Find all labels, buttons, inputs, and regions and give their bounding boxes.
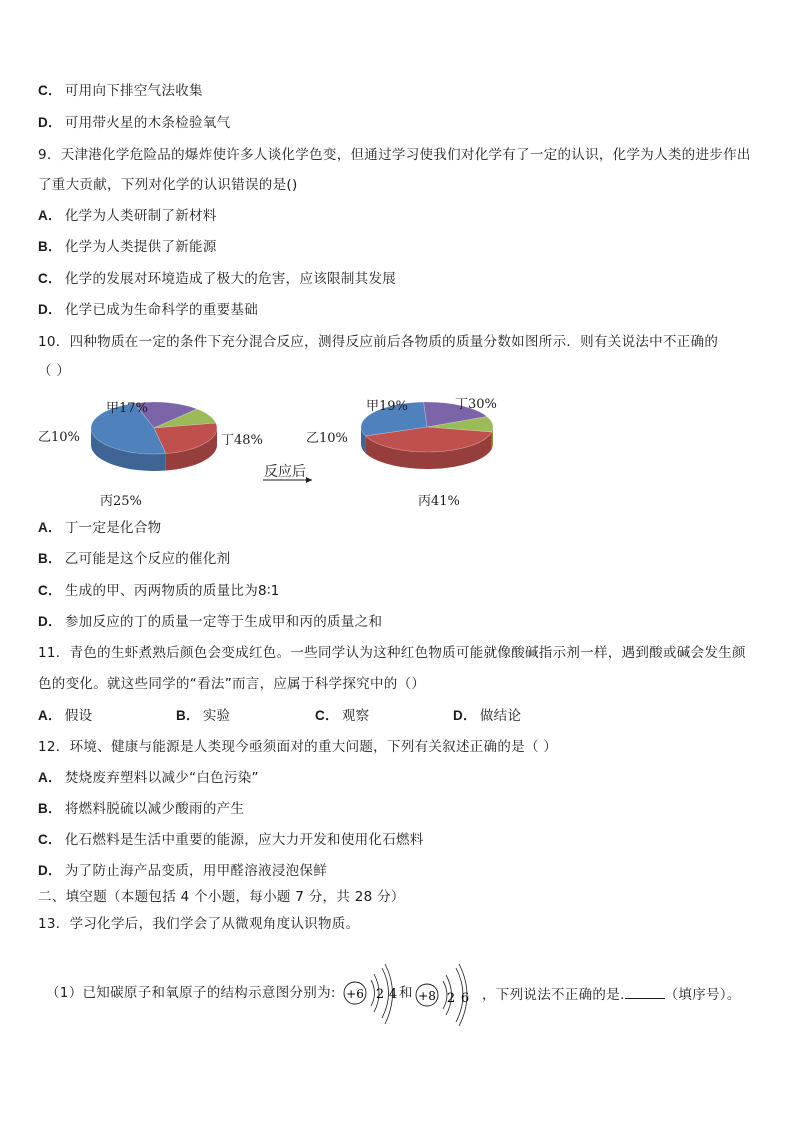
option-label: B． xyxy=(38,551,62,566)
option-label: C． xyxy=(38,83,62,98)
option-text: 做结论 xyxy=(479,708,522,724)
option-text: 观察 xyxy=(341,708,370,724)
q12-stem: 12．环境、健康与能源是人类现今亟须面对的重大问题，下列有关叙述正确的是（ ） xyxy=(38,739,558,755)
q13-part1-end: （填序号）。 xyxy=(664,987,741,1003)
pie1-label-yi: 乙10% xyxy=(38,430,80,445)
q9-stem-line1: 9．天津港化学危险品的爆炸使许多人谈化学色变，但通过学习使我们对化学有了一定的认识，化学为人类的进步作出 xyxy=(38,147,751,163)
q8-option-c xyxy=(38,82,203,100)
option-text: 为了防止海产品变质，用甲醛溶液浸泡保鲜 xyxy=(64,863,328,879)
q10-option-c xyxy=(38,582,280,600)
q9-option-d xyxy=(38,301,258,319)
q10-option-a xyxy=(38,519,161,537)
carbon-shell2-electrons: 4 xyxy=(388,987,398,1002)
q9-option-a xyxy=(38,207,217,225)
option-text: 化学的发展对环境造成了极大的危害，应该限制其发展 xyxy=(64,271,397,287)
option-label: C． xyxy=(38,271,62,286)
oxygen-atom-diagram xyxy=(410,962,476,1028)
oxygen-shell2-electrons: 6 xyxy=(460,991,470,1006)
option-text: 将燃料脱硫以减少酸雨的产生 xyxy=(64,801,245,817)
option-label: B． xyxy=(38,801,62,816)
option-label: A． xyxy=(38,770,62,785)
pie2-label-ding: 丁30% xyxy=(455,397,497,412)
pie2-label-jia: 甲19% xyxy=(366,399,408,414)
option-text: 实验 xyxy=(202,708,231,724)
pie1-label-ding: 丁48% xyxy=(221,433,263,448)
option-label: A． xyxy=(38,520,62,535)
q13-part1-prefix: （1）已知碳原子和氧原子的结构示意图分别为: xyxy=(46,985,336,1001)
q13-part1-suffix xyxy=(482,984,741,1004)
option-text: 丁一定是化合物 xyxy=(64,520,162,536)
option-label: C． xyxy=(38,832,62,847)
carbon-atom-diagram xyxy=(338,962,400,1028)
pie1-label-jia: 甲17% xyxy=(106,401,148,416)
option-text: 焚烧废弃塑料以减少“白色污染” xyxy=(64,770,259,786)
q11-option-c xyxy=(315,707,369,725)
option-label: D． xyxy=(453,708,477,723)
option-label: C． xyxy=(315,708,339,723)
q9-option-b xyxy=(38,238,217,256)
oxygen-nucleus-charge: +8 xyxy=(418,989,436,1003)
carbon-nucleus-charge: +6 xyxy=(346,987,364,1001)
option-label: D． xyxy=(38,115,62,130)
q12-option-d xyxy=(38,862,327,880)
option-label: B． xyxy=(176,708,200,723)
option-text: 化学已成为生命科学的重要基础 xyxy=(64,302,259,318)
q9-stem-line2: 了重大贡献，下列对化学的认识错误的是() xyxy=(38,177,298,193)
reaction-arrow-label: 反应后 xyxy=(264,464,306,480)
q13-part1-suffix-text: ，下列说法不正确的是. xyxy=(482,987,625,1003)
answer-blank[interactable] xyxy=(625,984,665,999)
q9-option-c xyxy=(38,270,396,288)
option-label: A． xyxy=(38,208,62,223)
option-label: D． xyxy=(38,614,62,629)
section-heading: 二、填空题（本题包括 4 个小题，每小题 7 分，共 28 分） xyxy=(38,889,405,905)
q8-option-d xyxy=(38,114,230,132)
q13-stem: 13．学习化学后，我们学会了从微观角度认识物质。 xyxy=(38,916,360,932)
option-label: A． xyxy=(38,708,62,723)
pie1-label-bing: 丙25% xyxy=(100,494,142,509)
option-text: 可用带火星的木条检验氧气 xyxy=(64,115,231,131)
q10-stem-line2: （ ） xyxy=(38,363,71,379)
option-label: B． xyxy=(38,239,62,254)
q12-option-b xyxy=(38,800,244,818)
option-text: 生成的甲、丙两物质的质量比为8∶1 xyxy=(64,583,280,599)
oxygen-shell1-electrons: 2 xyxy=(446,991,456,1006)
option-label: C． xyxy=(38,583,62,598)
q11-options-row xyxy=(38,707,758,725)
q11-option-d xyxy=(453,707,521,725)
option-text: 化学为人类提供了新能源 xyxy=(64,239,217,255)
q10-option-b xyxy=(38,550,230,568)
q12-option-c xyxy=(38,831,424,849)
pie2-label-yi: 乙10% xyxy=(306,431,348,446)
q10-option-d xyxy=(38,613,382,631)
option-text: 可用向下排空气法收集 xyxy=(64,83,203,99)
reaction-arrow-head xyxy=(306,477,312,483)
option-text: 假设 xyxy=(64,708,93,724)
q11-option-b xyxy=(176,707,230,725)
pie2-label-bing: 丙41% xyxy=(418,494,460,509)
option-text: 乙可能是这个反应的催化剂 xyxy=(64,551,231,567)
q11-option-a xyxy=(38,707,92,725)
q12-option-a xyxy=(38,769,259,787)
q13-and: 和 xyxy=(399,985,413,1001)
option-text: 化学为人类研制了新材料 xyxy=(64,208,217,224)
q10-stem-line1: 10．四种物质在一定的条件下充分混合反应，测得反应前后各物质的质量分数如图所示．则有关说法中不正确的 xyxy=(38,334,719,350)
carbon-shell1-electrons: 2 xyxy=(375,987,385,1002)
option-text: 参加反应的丁的质量一定等于生成甲和丙的质量之和 xyxy=(64,614,383,630)
option-label: D． xyxy=(38,302,62,317)
option-label: D． xyxy=(38,863,62,878)
q11-stem-line1: 11．青色的生虾煮熟后颜色会变成红色。一些同学认为这种红色物质可能就像酸碱指示剂一样，遇到酸或碱会发生颜 xyxy=(38,645,746,661)
option-text: 化石燃料是生活中重要的能源，应大力开发和使用化石燃料 xyxy=(64,832,424,848)
q11-stem-line2: 色的变化。就这些同学的“看法”而言，应属于科学探究中的（） xyxy=(38,676,426,692)
